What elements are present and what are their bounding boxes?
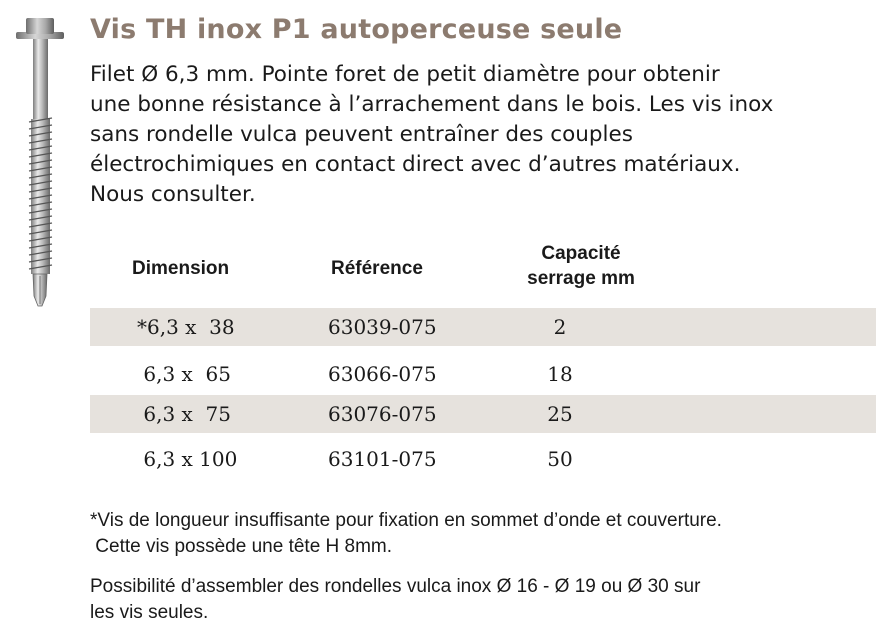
description-line: Nous consulter. — [90, 182, 256, 207]
cell-capacity: 25 — [547, 402, 573, 426]
description-line: Filet Ø 6,3 mm. Pointe foret de petit diamètre pour obtenir — [90, 62, 720, 87]
table-row — [90, 440, 876, 478]
cell-dimension: *6,3 x 38 — [137, 315, 235, 339]
capacity-header-line2: serrage mm — [527, 268, 635, 289]
washer-note — [90, 574, 880, 626]
column-header-dimension: Dimension — [132, 258, 230, 279]
cell-reference: 63101-075 — [328, 447, 437, 471]
product-title: Vis TH inox P1 autoperceuse seule — [90, 14, 623, 45]
washer-note-line: Possibilité d’assembler des rondelles vulca inox Ø 16 - Ø 19 ou Ø 30 sur — [90, 576, 701, 597]
column-header-reference: Référence — [331, 258, 423, 279]
washer-note-line: les vis seules. — [90, 602, 209, 623]
table-row — [90, 308, 876, 346]
capacity-header-line1: Capacité — [541, 243, 621, 264]
table-row — [90, 355, 876, 393]
description-line: sans rondelle vulca peuvent entraîner des couples — [90, 122, 633, 147]
column-header-capacity — [519, 241, 643, 291]
description-line: électrochimiques en contact direct avec d’autres matériaux. — [90, 152, 741, 177]
cell-reference: 63066-075 — [328, 362, 437, 386]
footnote — [90, 508, 880, 560]
cell-capacity: 2 — [553, 315, 567, 339]
description-line: une bonne résistance à l’arrachement dans le bois. Les vis inox — [90, 92, 774, 117]
screw-illustration — [14, 14, 66, 314]
cell-reference: 63076-075 — [328, 402, 437, 426]
cell-dimension: 6,3 x 75 — [137, 402, 231, 426]
product-description — [90, 60, 880, 210]
table-row — [90, 395, 876, 433]
cell-capacity: 18 — [547, 362, 573, 386]
cell-capacity: 50 — [547, 447, 573, 471]
cell-dimension: 6,3 x 100 — [137, 447, 238, 471]
cell-reference: 63039-075 — [328, 315, 437, 339]
footnote-line: Cette vis possède une tête H 8mm. — [90, 536, 393, 557]
cell-dimension: 6,3 x 65 — [137, 362, 231, 386]
footnote-line: *Vis de longueur insuffisante pour fixation en sommet d’onde et couverture. — [90, 510, 722, 531]
